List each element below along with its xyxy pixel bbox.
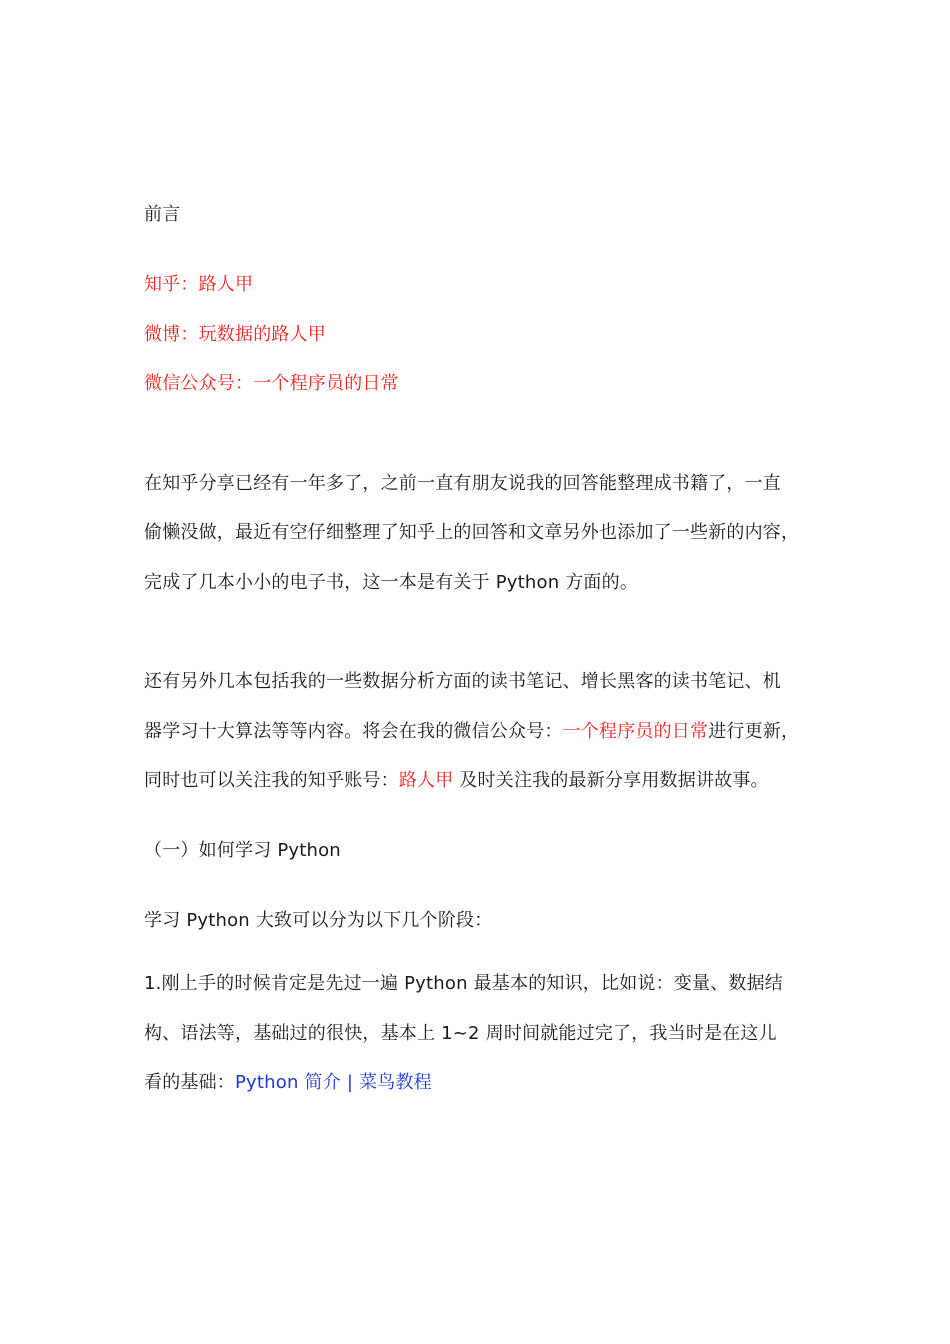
social-wechat: 微信公众号：一个程序员的日常 (144, 373, 399, 394)
heading-preface: 前言 (144, 204, 181, 225)
stage1-line-2: 构、语法等，基础过的很快，基本上 1~2 周时间就能过完了，我当时是在这儿 (144, 1023, 777, 1044)
social-weibo: 微博：玩数据的路人甲 (144, 324, 326, 345)
intro-line-3: 完成了几本小小的电子书，这一本是有关于 Python 方面的。 (144, 572, 639, 593)
stage1-line-3 (144, 1071, 432, 1095)
intro-line-2: 偷懒没做，最近有空仔细整理了知乎上的回答和文章另外也添加了一些新的内容， (144, 522, 800, 543)
runoob-python-link[interactable]: Python 简介 | 菜鸟教程 (235, 1072, 432, 1093)
more-line-3 (144, 769, 769, 793)
intro-line-1: 在知乎分享已经有一年多了，之前一直有朋友说我的回答能整理成书籍了，一直 (144, 473, 781, 494)
section-title: （一）如何学习 Python (144, 840, 341, 861)
wechat-account-link[interactable]: 一个程序员的日常 (562, 721, 709, 742)
stages-intro: 学习 Python 大致可以分为以下几个阶段： (144, 910, 493, 931)
stage1-line-3-text: 看的基础： (144, 1072, 235, 1093)
stage1-line-1: 1.刚上手的时候肯定是先过一遍 Python 最基本的知识，比如说：变量、数据结 (144, 973, 784, 994)
more-line-3-text-a: 同时也可以关注我的知乎账号： (144, 770, 399, 791)
more-line-1: 还有另外几本包括我的一些数据分析方面的读书笔记、增长黑客的读书笔记、机 (144, 671, 781, 692)
more-line-2-text-a: 器学习十大算法等等内容。将会在我的微信公众号： (144, 721, 563, 742)
zhihu-account-link[interactable]: 路人甲 (398, 770, 454, 791)
more-line-2-text-b: 进行更新， (708, 721, 800, 742)
more-line-3-text-b: 及时关注我的最新分享用数据讲故事。 (453, 770, 769, 791)
more-line-2 (144, 720, 799, 744)
social-zhihu: 知乎：路人甲 (144, 274, 254, 295)
